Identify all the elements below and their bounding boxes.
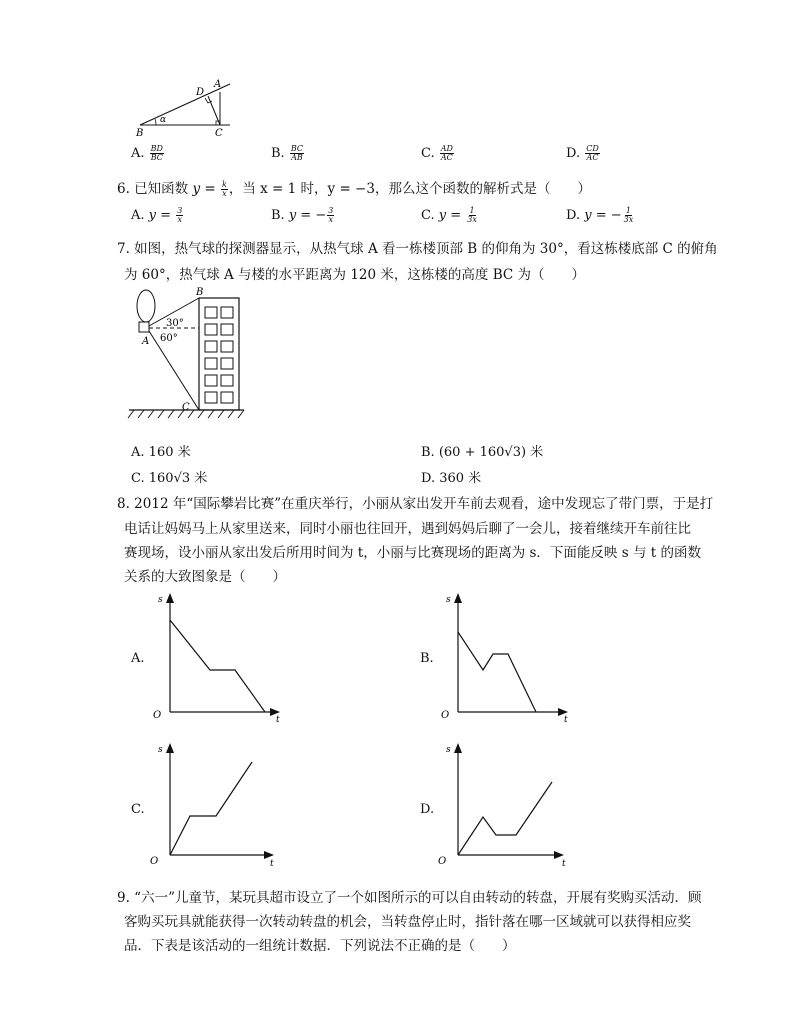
q8-graph-d-s: s <box>446 745 451 755</box>
q7-label-c: C <box>182 402 190 413</box>
q8-graph-c-s: s <box>158 745 163 755</box>
q8-question-line2: 电话让妈妈马上从家里送来，同时小丽也往回开，遇到妈妈后聊了一会儿，接着继续开车前往比 <box>124 521 691 537</box>
q7-option-a[interactable]: A. 160 米 <box>131 445 191 460</box>
q5-option-a[interactable]: A. $\frac{BD}{BC}$ <box>131 144 163 162</box>
q8-graph-a[interactable] <box>150 590 290 725</box>
q7-balloon-building-figure <box>124 284 254 439</box>
q8-graph-d-t: t <box>562 859 566 869</box>
q9-question-line3: 品．下表是该活动的一组统计数据．下列说法不正确的是（ ） <box>124 938 516 954</box>
q5-label-alpha: α <box>160 115 167 125</box>
q8-graph-c[interactable] <box>150 740 290 870</box>
q6-option-b[interactable]: B. y = − $\frac{3}{x}$ <box>271 206 334 224</box>
q8-graph-a-o: O <box>153 710 162 721</box>
q9-question-line1: 9. “六一”儿童节，某玩具超市设立了一个如图所示的可以自由转动的转盘，开展有奖购买活动．顾 <box>117 890 702 906</box>
q8-option-c-label[interactable]: C. <box>131 802 145 817</box>
q8-graph-b[interactable] <box>438 590 578 725</box>
q5-label-c: C <box>215 128 223 138</box>
q8-question-line1: 8. 2012 年“国际攀岩比赛”在重庆举行，小丽从家出发开车前去观看，途中发现忘了带门票，于是打 <box>117 496 714 512</box>
q7-question-line1: 7. 如图，热气球的探测器显示，从热气球 A 看一栋楼顶部 B 的仰角为 30°，看这栋楼底部 C 的俯角 <box>117 241 718 257</box>
q7-option-c[interactable]: C. 160√3 米 <box>131 471 208 486</box>
q7-option-d[interactable]: D. 360 米 <box>421 471 482 486</box>
q5-triangle-figure <box>130 76 240 138</box>
q8-graph-a-t: t <box>276 715 280 725</box>
q7-angle-30: 30° <box>166 318 184 329</box>
q6-option-c[interactable]: C. y = $\frac{1}{3x}$ <box>421 206 477 224</box>
q8-option-a-label[interactable]: A. <box>131 651 145 666</box>
q7-option-b[interactable]: B. (60 + 160√3) 米 <box>421 445 544 460</box>
q8-graph-c-o: O <box>150 856 159 867</box>
q7-label-b: B <box>196 287 204 298</box>
q6-option-d[interactable]: D. y = − $\frac{1}{3x}$ <box>566 206 634 224</box>
q8-question-line3: 赛现场，设小丽从家出发后所用时间为 t，小丽与比赛现场的距离为 s．下面能反映 s 与 t 的函数 <box>124 545 701 561</box>
q8-graph-b-s: s <box>446 595 451 605</box>
q8-graph-a-s: s <box>158 595 163 605</box>
q8-graph-d-o: O <box>438 856 447 867</box>
q9-question-line2: 客购买玩具就能获得一次转动转盘的机会，当转盘停止时，指针落在哪一区域就可以获得相应奖 <box>124 914 691 930</box>
q6-option-a[interactable]: A. y = $\frac{3}{x}$ <box>131 206 183 224</box>
q5-label-d: D <box>196 87 205 98</box>
q5-option-d[interactable]: D. $\frac{CD}{AC}$ <box>566 144 599 162</box>
q7-label-a: A <box>142 336 150 347</box>
q8-option-d-label[interactable]: D. <box>420 802 435 817</box>
q5-option-c[interactable]: C. $\frac{AD}{AC}$ <box>421 144 453 162</box>
q5-label-b: B <box>136 128 144 138</box>
q8-question-line4: 关系的大致图象是（ ） <box>124 569 286 585</box>
q8-graph-c-t: t <box>270 859 274 869</box>
q6-question: 6. 已知函数 y = $\frac{k}{x}$ ，当 x = 1 时，y = −3，那么这个函数的解析式是（ ） <box>117 180 591 198</box>
q7-question-line2: 为 60°，热气球 A 与楼的水平距离为 120 米，这栋楼的高度 BC 为（ ） <box>124 267 585 283</box>
q7-angle-60: 60° <box>160 333 178 344</box>
q8-option-b-label[interactable]: B. <box>420 651 434 666</box>
q8-graph-d[interactable] <box>438 740 578 870</box>
q5-option-b[interactable]: B. $\frac{BC}{AB}$ <box>271 144 303 162</box>
q8-graph-b-t: t <box>564 715 568 725</box>
q8-graph-b-o: O <box>441 710 450 721</box>
q5-label-a: A <box>214 79 222 90</box>
